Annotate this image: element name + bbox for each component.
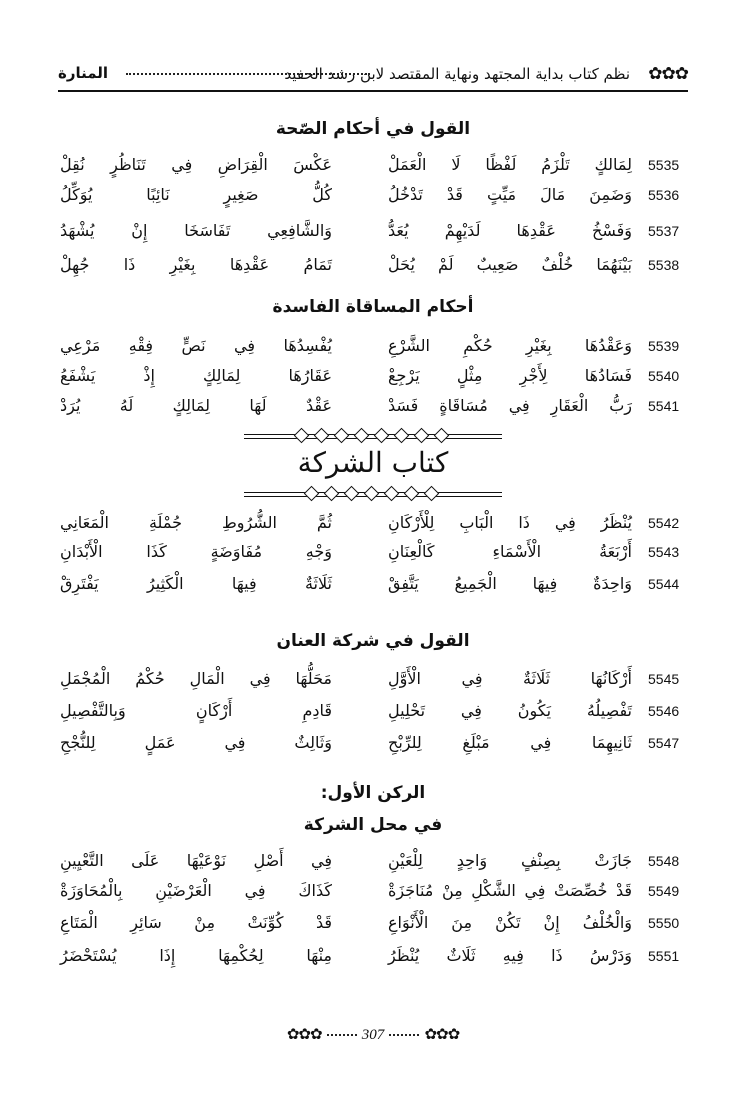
verse-first-hemistich: لِمَالكٍ تَلْزَمُ لَفْظًا لَا الْعَمَلْ <box>388 155 632 174</box>
section-heading: القول في شركة العنان <box>276 631 470 651</box>
book-running-title: نظم كتاب بداية المجتهد ونهاية المقتصد لابن رشد الحفيد <box>284 65 630 83</box>
verse-first-hemistich: جَازَتْ بِصِنْفٍ وَاحِدٍ لِلْعَيْنِ <box>388 851 632 870</box>
verse-number: 5543 <box>648 544 680 560</box>
verse-second-hemistich: ثُمَّ الشُّرُوطِ جُمْلَةِ الْمَعَانِي <box>60 513 332 532</box>
verse-row <box>58 911 688 939</box>
book-title: كتاب الشركة <box>297 446 449 479</box>
diamond-icon <box>314 428 330 444</box>
wavy-divider <box>327 1034 357 1036</box>
diamond-icon <box>354 428 370 444</box>
verse-first-hemistich: وَاحِدَةٌ فِيهَا الْجَمِيعُ يَتَّفِقْ <box>388 574 632 593</box>
verse-first-hemistich: تَفْصِيلُهُ يَكُونُ فِي تَحْلِيلِ <box>388 701 632 720</box>
page-number: 307 <box>361 1027 385 1043</box>
verse-row <box>58 253 688 281</box>
section-heading: القول في أحكام الصّحة <box>275 119 471 139</box>
verse-number: 5551 <box>648 948 680 964</box>
diamond-icon <box>404 486 420 502</box>
flower-ornament-icon: ✿✿✿ <box>286 1025 322 1043</box>
diamond-icon <box>414 428 430 444</box>
diamond-icon <box>364 486 380 502</box>
running-header <box>58 60 688 92</box>
flower-ornament-icon: ✿✿✿ <box>424 1025 460 1043</box>
verse-number: 5542 <box>648 515 680 531</box>
verse-row <box>58 511 688 539</box>
verse-second-hemistich: عَقْدٌ لَهَا لِمَالِكٍ لَهُ يُرَدْ <box>60 396 332 415</box>
diamond-icon <box>394 428 410 444</box>
verse-second-hemistich: فِي أَصْلِ نَوْعَيْهَا عَلَى التَّعْيِينِ <box>60 851 332 870</box>
verse-row <box>58 731 688 759</box>
verse-first-hemistich: وَدَرْسُ ذَا فِيهِ ثَلَاثٌ يُنْظَرُ <box>388 946 632 965</box>
verse-second-hemistich: وَالشَّافِعِي تَفَاسَخَا إِنْ يُشْهَدُ <box>60 221 332 240</box>
verse-second-hemistich: مِنْهَا لِحُكْمِهَا إِذَا يُسْتَحْضَرُ <box>60 946 332 965</box>
flower-ornament-icon: ✿✿✿ <box>648 64 688 84</box>
verse-first-hemistich: أَرْكَانُهَا ثَلَاثَةٌ فِي الْأَوَّلِ <box>388 669 632 688</box>
verse-first-hemistich: أَرْبَعَةُ الْأَسْمَاءِ كَالْعِنَانِ <box>388 542 632 561</box>
verse-second-hemistich: كَذَاكَ فِي الْعَرْضَيْنِ بِالْمُحَاوَزَةْ <box>60 881 332 900</box>
verse-number: 5544 <box>648 576 680 592</box>
wavy-divider <box>126 73 370 81</box>
verse-first-hemistich: يُنْظَرُ فِي ذَا الْبَابِ لِلْأَرْكَانِ <box>388 513 632 532</box>
diamond-icon <box>424 486 440 502</box>
publisher-name: المنارة <box>58 64 109 82</box>
verse-number: 5546 <box>648 703 680 719</box>
verse-second-hemistich: عَكْسَ الْقِرَاضِ فِي تَنَاظُرٍ نُقِلْ <box>60 155 332 174</box>
verse-first-hemistich: قَدْ خُصِّصَتْ فِي الشَّكْلِ مِنْ مُنَاجَزَةْ <box>388 881 632 900</box>
diamond-icon <box>434 428 450 444</box>
verse-number: 5548 <box>648 853 680 869</box>
header-rule <box>58 90 688 92</box>
section-heading: الركن الأول: <box>320 783 426 803</box>
verse-number: 5535 <box>648 157 680 173</box>
verse-first-hemistich: وَالْخُلْفُ إِنْ تَكُنْ مِنَ الْأَنْوَاعِ <box>388 913 632 932</box>
verse-second-hemistich: قَدْ كُوِّنَتْ مِنْ سَائِرِ الْمَتَاعِ <box>60 913 332 932</box>
verse-first-hemistich: وَضَمِنَ مَالَ مَيِّتٍ قَدْ تَدْخُلُ <box>388 185 632 204</box>
verse-number: 5549 <box>648 883 680 899</box>
verse-first-hemistich: بَيْنَهُمَا خُلْفٌ صَعِيبٌ لَمْ يُحَلْ <box>388 255 632 274</box>
verse-second-hemistich: وَجْهِ مُفَاوَضَةٍ كَذَا الْأَبْدَانِ <box>60 542 332 561</box>
verse-number: 5541 <box>648 398 680 414</box>
verse-first-hemistich: وَعَقْدُهَا بِغَيْرِ حُكْمِ الشَّرْعِ <box>388 336 632 355</box>
verse-row <box>58 944 688 972</box>
diamond-icon <box>304 486 320 502</box>
section-subheading: في محل الشركة <box>303 815 443 835</box>
verse-second-hemistich: يُفْسِدُهَا فِي نَصٍّ فِقْهِ مَرْعِي <box>60 336 332 355</box>
verse-first-hemistich: رَبُّ الْعَقَارِ فِي مُسَاقَاةٍ فَسَدْ <box>388 396 632 415</box>
verse-row <box>58 334 688 362</box>
verse-row <box>58 394 688 422</box>
verse-row <box>58 667 688 695</box>
verse-row <box>58 219 688 247</box>
verse-second-hemistich: ثَلَاثَةٌ فِيهَا الْكَثِيرُ يَفْتَرِقْ <box>60 574 332 593</box>
verse-row <box>58 572 688 600</box>
verse-row <box>58 699 688 727</box>
ornament-line <box>244 438 502 439</box>
verse-number: 5536 <box>648 187 680 203</box>
section-heading: أحكام المساقاة الفاسدة <box>272 297 474 317</box>
verse-second-hemistich: وَثَالِثٌ فِي عَمَلٍ لِلنُّجْحِ <box>60 733 332 752</box>
verse-row <box>58 879 688 907</box>
diamond-icon <box>344 486 360 502</box>
verse-second-hemistich: عَقَارُهَا لِمَالِكٍ إِذْ يَشْفَعُ <box>60 366 332 385</box>
diamond-icon <box>334 428 350 444</box>
verse-number: 5545 <box>648 671 680 687</box>
verse-second-hemistich: قَادِمِ أَرْكَانٍ وَبِالتَّفْصِيلِ <box>60 701 332 720</box>
verse-number: 5538 <box>648 257 680 273</box>
verse-row <box>58 849 688 877</box>
title-ornament-bottom <box>58 487 688 499</box>
diamond-icon <box>374 428 390 444</box>
diamond-icon <box>294 428 310 444</box>
page-footer <box>0 1024 746 1046</box>
verse-row <box>58 364 688 392</box>
verse-number: 5547 <box>648 735 680 751</box>
verse-first-hemistich: فَسَادُهَا لِأَجْرِ مِثْلٍ يَرْجِعْ <box>388 366 632 385</box>
verse-second-hemistich: تَمَامُ عَقْدِهَا بِغَيْرِ ذَا جُهِلْ <box>60 255 332 274</box>
verse-row <box>58 153 688 181</box>
verse-number: 5537 <box>648 223 680 239</box>
verse-row <box>58 183 688 211</box>
verse-number: 5540 <box>648 368 680 384</box>
diamond-icon <box>384 486 400 502</box>
verse-row <box>58 540 688 568</box>
verse-first-hemistich: ثَانِيهِمَا فِي مَبْلَغِ لِلرِّبْحِ <box>388 733 632 752</box>
verse-second-hemistich: كُلُّ صَغِيرٍ نَائِبًا يُوَكِّلُ <box>60 185 332 204</box>
title-ornament-top <box>58 429 688 441</box>
wavy-divider <box>389 1034 419 1036</box>
verse-second-hemistich: مَحَلُّهَا فِي الْمَالِ حُكْمُ الْمُجْمَلِ <box>60 669 332 688</box>
verse-first-hemistich: وَفَسْخُ عَقْدِهَا لَدَيْهِمْ يُعَدُّ <box>388 221 632 240</box>
verse-number: 5539 <box>648 338 680 354</box>
diamond-icon <box>324 486 340 502</box>
verse-number: 5550 <box>648 915 680 931</box>
